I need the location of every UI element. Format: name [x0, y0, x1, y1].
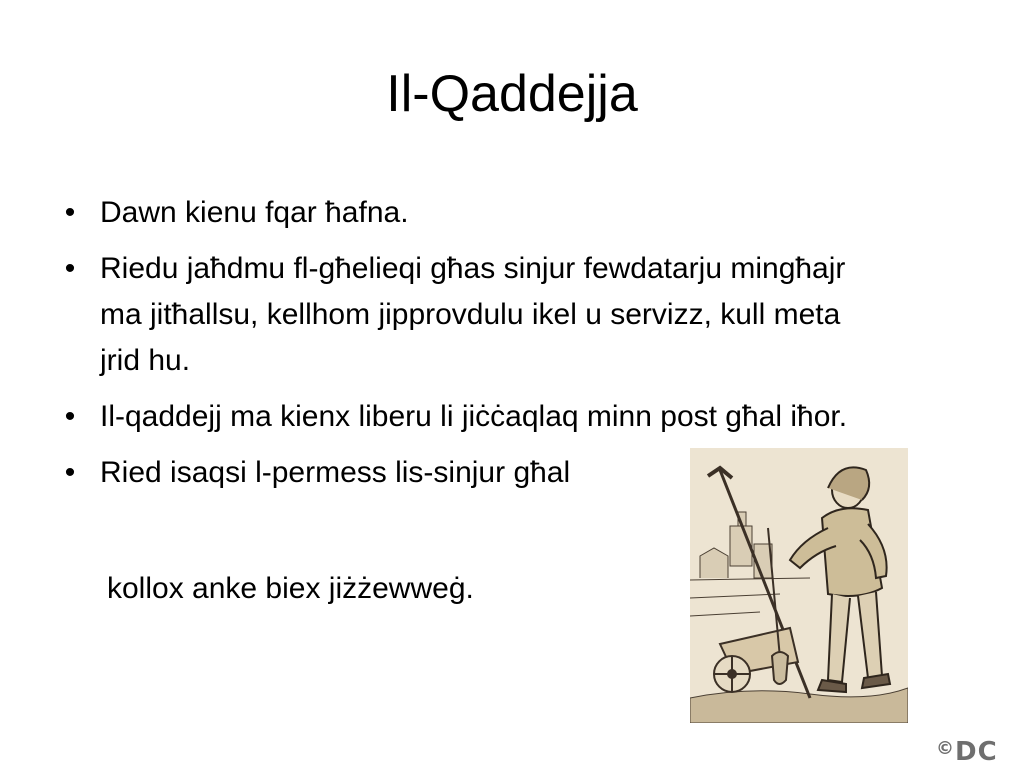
copyright-text: DC: [955, 737, 998, 767]
copyright-symbol-icon: ©: [936, 738, 955, 759]
bullet-text: Dawn kienu fqar ħafna.: [100, 196, 409, 229]
copyright-mark: [936, 734, 998, 767]
list-item: [60, 246, 960, 384]
list-item: [60, 394, 960, 440]
bullet-continuation: kollox anke biex jiżżewweġ.: [107, 572, 474, 605]
slide-title: Il-Qaddejja: [386, 65, 638, 123]
bullet-text: Il-qaddejj ma kienx liberu li jiċċaqlaq minn post għal iħor.: [100, 400, 848, 433]
bullet-text: Riedu jaħdmu fl-għelieqi għas sinjur fewdatarju mingħajr ma jitħallsu, kellhom jipprovdulu ikel u servizz, kull meta jrid hu.: [100, 252, 846, 377]
peasant-drawing-icon: [690, 448, 908, 723]
bullet-dot-icon: •: [64, 456, 76, 489]
bullet-dot-icon: •: [64, 196, 76, 229]
peasant-illustration: [690, 448, 908, 723]
bullet-dot-icon: •: [64, 400, 76, 433]
bullet-dot-icon: •: [64, 252, 76, 285]
list-item: [60, 190, 960, 236]
bullet-text: Ried isaqsi l-permess lis-sinjur għal: [100, 456, 571, 489]
